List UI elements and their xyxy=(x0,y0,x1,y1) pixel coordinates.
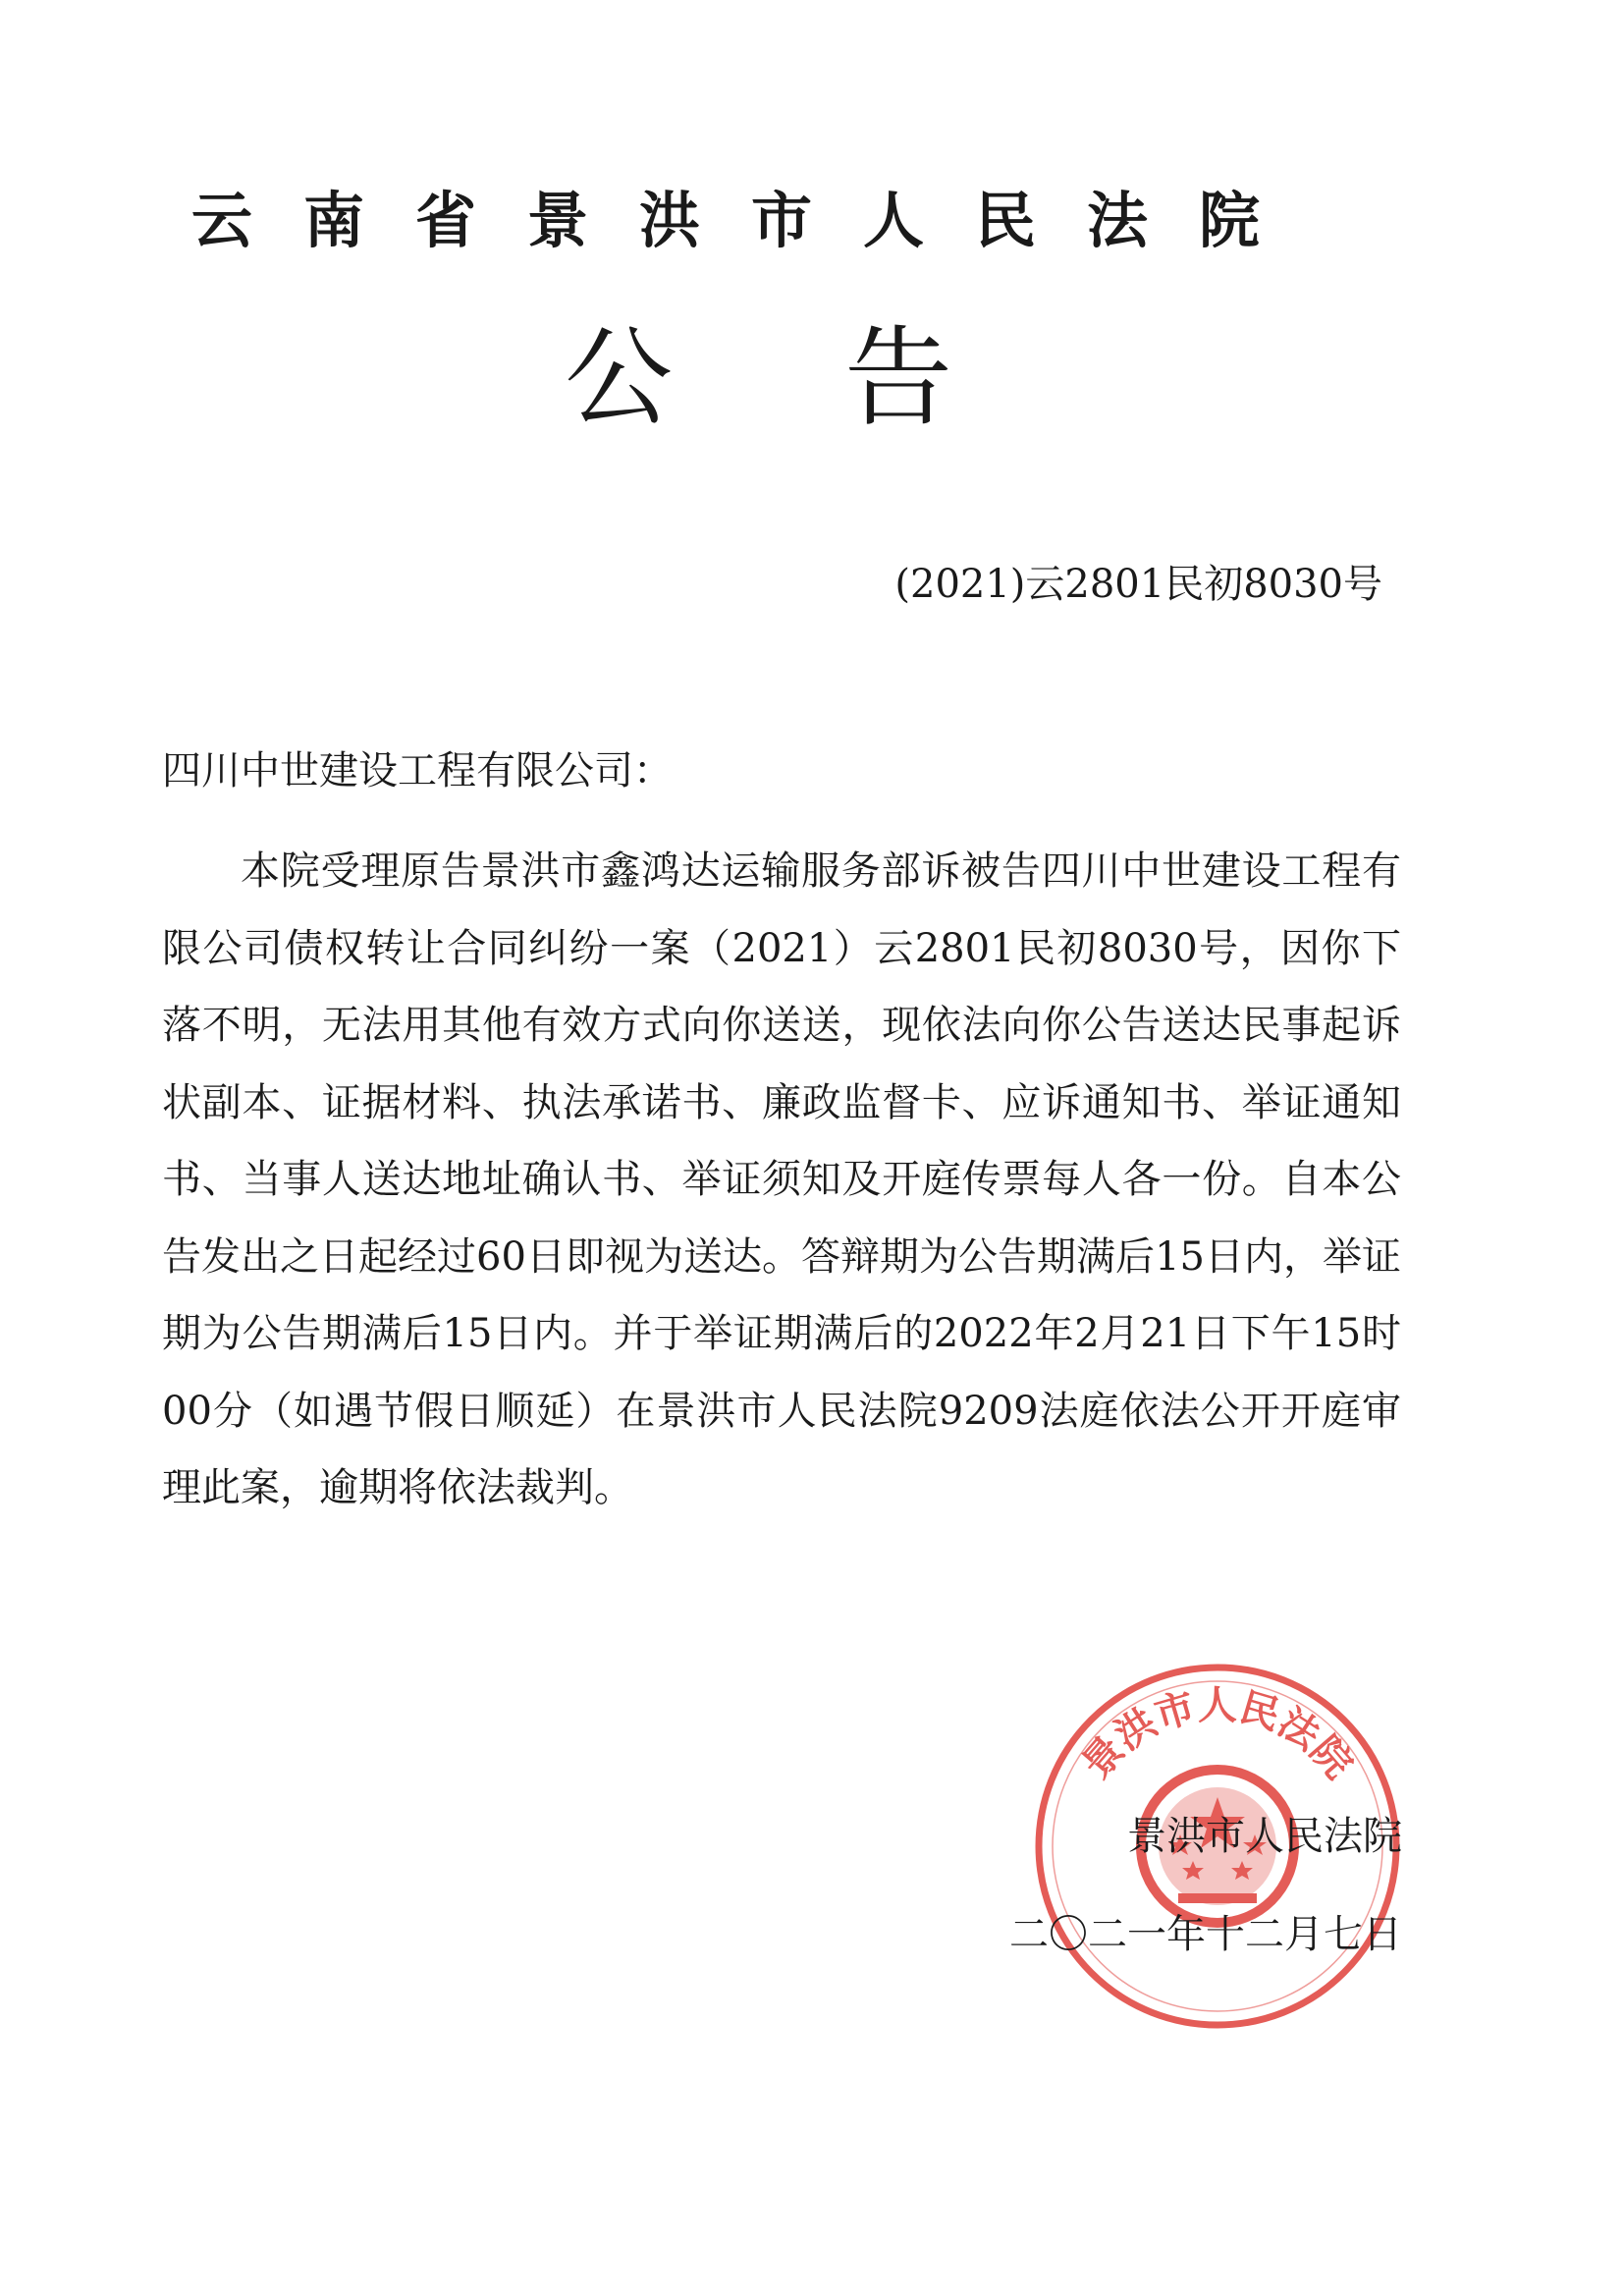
notice-body: 本院受理原告景洪市鑫鸿达运输服务部诉被告四川中世建设工程有限公司债权转让合同纠纷一案（2021）云2801民初8030号，因你下落不明，无法用其他有效方式向你送送，现依法向你公告送达民事起诉状副本、证据材料、执法承诺书、廉政监督卡、应诉通知书、举证通知书、当事人送达地址确认书、举证须知及开庭传票每人各一份。自本公告发出之日起经过60日即视为送达。答辩期为公告期满后15日内，举证期为公告期满后15日内。并于举证期满后的2022年2月21日下午15时00分（如遇节假日顺延）在景洪市人民法院9209法庭依法公开开庭审理此案，逾期将依法裁判。 xyxy=(162,848,1401,1510)
document-title: 公告 xyxy=(565,315,1124,441)
court-name-heading: 云南省景洪市人民法院 xyxy=(191,185,1312,256)
signing-date: 二〇二一年十二月七日 xyxy=(1009,1912,1402,1957)
seal-text: 景洪市人民法院 xyxy=(1073,1682,1362,1788)
addressee: 四川中世建设工程有限公司： xyxy=(162,748,673,793)
case-number: (2021)云2801民初8030号 xyxy=(894,562,1382,607)
signing-court: 景洪市人民法院 xyxy=(1127,1814,1402,1859)
